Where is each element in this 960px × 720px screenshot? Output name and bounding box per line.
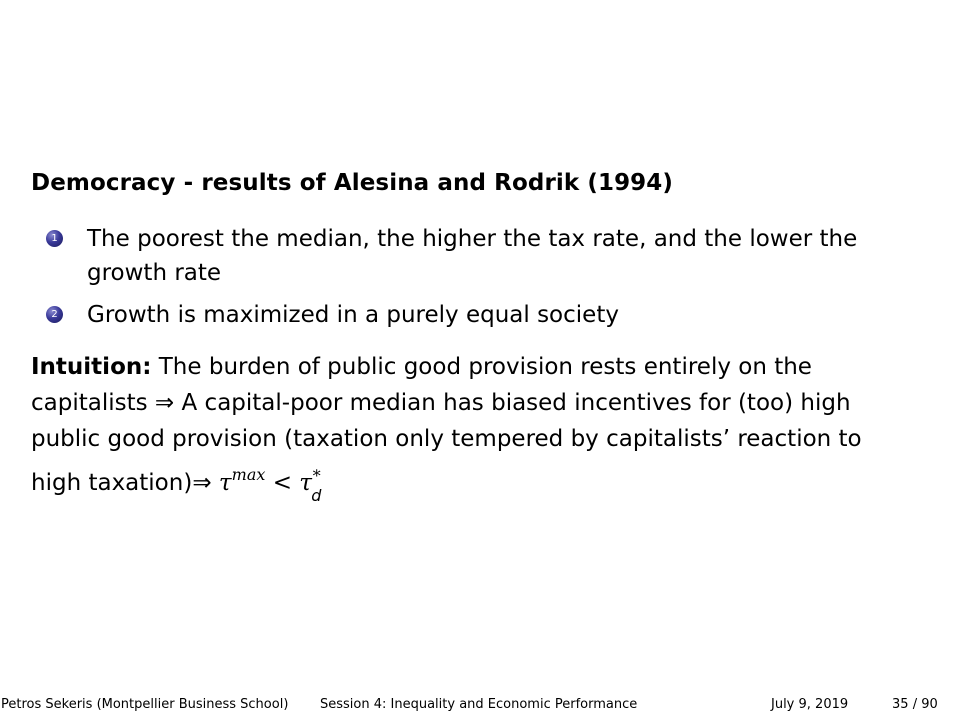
- list-item-text: The poorest the median, the higher the tax rate, and the lower the growth rate: [87, 226, 858, 286]
- tau-max-symbol: [218, 465, 266, 496]
- superscript-max: max: [231, 465, 266, 484]
- intuition-paragraph: [31, 349, 911, 505]
- list-item: [46, 222, 906, 290]
- subscript-d: d: [311, 486, 322, 505]
- superscript-star: ∗: [311, 463, 323, 482]
- intuition-text-1: The burden of public good provision rests entirely on the capitalists: [31, 354, 812, 416]
- enum-ball-icon: 2: [46, 306, 63, 323]
- page-total: 90: [921, 697, 938, 712]
- slide-footer: [0, 697, 960, 717]
- footer-session: Session 4: Inequality and Economic Performance: [320, 697, 638, 712]
- tau-symbol: τ: [299, 470, 313, 496]
- page-current: 35: [892, 697, 909, 712]
- list-item-text: Growth is maximized in a purely equal society: [87, 302, 619, 328]
- results-list: [46, 222, 906, 340]
- tau-symbol: τ: [218, 470, 232, 496]
- list-item: [46, 298, 906, 332]
- footer-author: Petros Sekeris (Montpellier Business School): [1, 697, 289, 712]
- intuition-text-2: A capital-poor median has biased incentives for (too) high public good provision (taxation only tempered by capitalists’ reaction to high taxation): [31, 390, 862, 496]
- slide-heading: Democracy - results of Alesina and Rodrik (1994): [31, 170, 674, 196]
- intuition-label: Intuition:: [31, 354, 152, 380]
- footer-date: July 9, 2019: [771, 697, 849, 712]
- less-than-symbol: <: [272, 470, 292, 496]
- footer-page-number: [892, 697, 938, 712]
- page-separator: /: [912, 697, 918, 712]
- tau-d-star-symbol: [299, 463, 325, 505]
- enum-ball-icon: 1: [46, 230, 63, 247]
- implies-arrow: ⇒: [192, 470, 212, 496]
- implies-arrow: ⇒: [154, 390, 175, 416]
